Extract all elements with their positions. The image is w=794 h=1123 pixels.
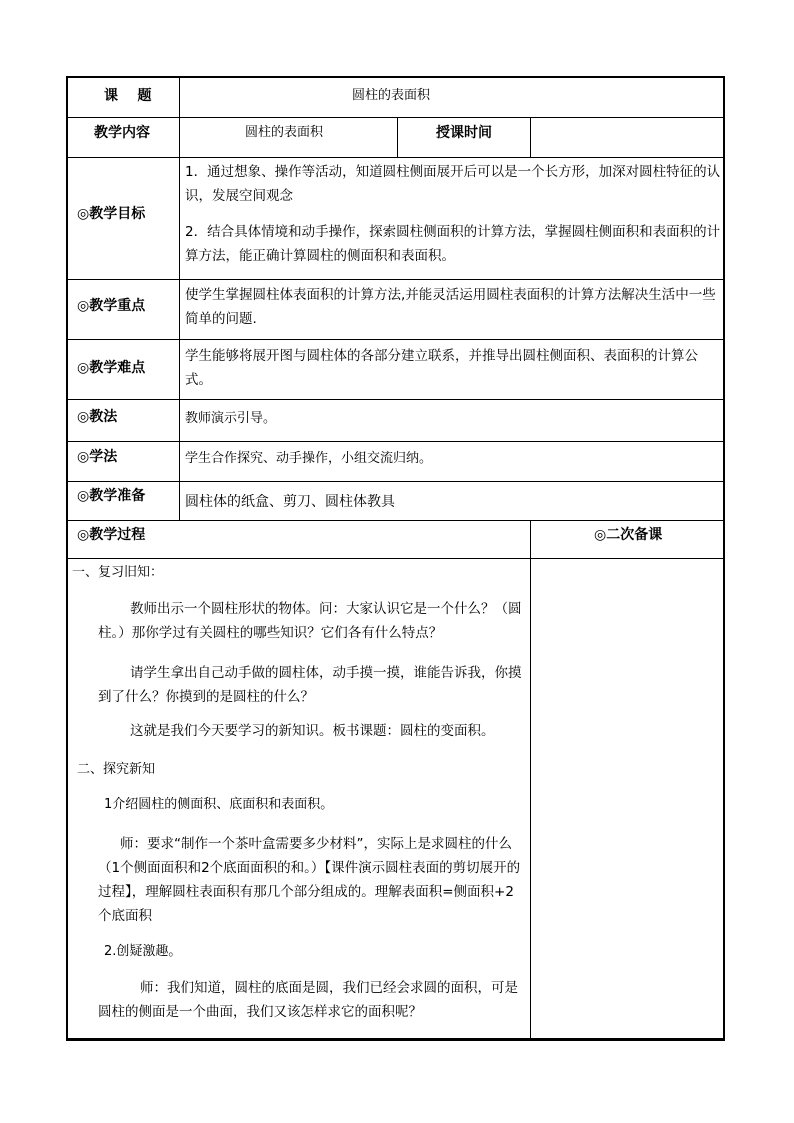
process-heading: 二、探究新知 [77, 762, 156, 777]
learning-label: ◎学法 [77, 449, 118, 465]
process-paragraph: 教师出示一个圆柱形状的物体。问：大家认识它是一个什么？（圆柱。）那你学过有关圆柱的哪些知识？它们各有什么特点？ [98, 601, 522, 641]
objective-item: 1．通过想象、操作等活动，知道圆柱侧面展开后可以是一个长方形，加深对圆柱特征的认识，发展空间观念 [185, 164, 721, 204]
row-divider [68, 279, 723, 280]
preparation-label: ◎教学准备 [77, 488, 146, 504]
preparation-text: 圆柱体的纸盒、剪刀、圆柱体教具 [185, 494, 395, 510]
row-divider [68, 520, 723, 521]
topic-value: 圆柱的表面积 [352, 88, 431, 103]
method-label: ◎教法 [77, 409, 118, 425]
process-label: ◎教学过程 [77, 527, 146, 543]
process-paragraph: 师：我们知道，圆柱的底面是圆，我们已经会求圆的面积，可是圆柱的侧面是一个曲面，我们又该怎样求它的面积呢？ [98, 980, 518, 1020]
row-divider [68, 399, 723, 400]
row-divider [68, 157, 723, 158]
row-divider [68, 481, 723, 482]
key-points-text: 使学生掌握圆柱体表面积的计算方法,并能灵活运用圆柱表面积的计算方法解决生活中一些简单的问题. [185, 287, 716, 327]
process-paragraph: 师：要求“制作一个茶叶盒需要多少材料”，实际上是求圆柱的什么（1个侧面面积和2个底面面积的和。）【课件演示圆柱表面的剪切展开的过程】，理解圆柱表面积有那几个部分组成的。理解表面积=侧面积+2个底面积 [98, 836, 521, 924]
column-divider [530, 520, 531, 1038]
difficulties-text: 学生能够将展开图与圆柱体的各部分建立联系，并推导出圆柱侧面积、表面积的计算公式。 [185, 348, 698, 388]
process-paragraph: 这就是我们今天要学习的新知识。板书课题：圆柱的变面积。 [130, 723, 495, 739]
column-divider [397, 117, 398, 157]
method-text: 教师演示引导。 [185, 411, 277, 426]
second-prep-label: ◎二次备课 [594, 527, 663, 543]
objective-item: 2．结合具体情境和动手操作，探索圆柱侧面积的计算方法，掌握圆柱侧面积和表面积的计算方法，能正确计算圆柱的侧面积和表面积。 [185, 224, 721, 264]
objectives-label: ◎教学目标 [77, 206, 146, 222]
row-divider [68, 339, 723, 340]
learning-text: 学生合作探究、动手操作，小组交流归纳。 [185, 451, 433, 466]
column-divider [530, 117, 531, 157]
content-label: 教学内容 [94, 125, 150, 141]
key-points-label: ◎教学重点 [77, 298, 146, 314]
content-value: 圆柱的表面积 [245, 125, 324, 140]
difficulties-label: ◎教学难点 [77, 360, 146, 376]
topic-label: 课 题 [104, 88, 152, 104]
process-heading: 一、复习旧知： [72, 565, 164, 580]
row-divider [68, 558, 723, 559]
process-paragraph: 请学生拿出自己动手做的圆柱体，动手摸一摸，谁能告诉我，你摸到了什么？你摸到的是圆柱的什么？ [98, 665, 522, 705]
row-divider [68, 441, 723, 442]
column-divider [179, 78, 180, 520]
row-divider [68, 117, 723, 118]
time-label: 授课时间 [436, 125, 492, 141]
process-paragraph: 2.创疑激趣。 [104, 944, 182, 959]
process-paragraph: 1介绍圆柱的侧面积、底面积和表面积。 [104, 797, 334, 812]
